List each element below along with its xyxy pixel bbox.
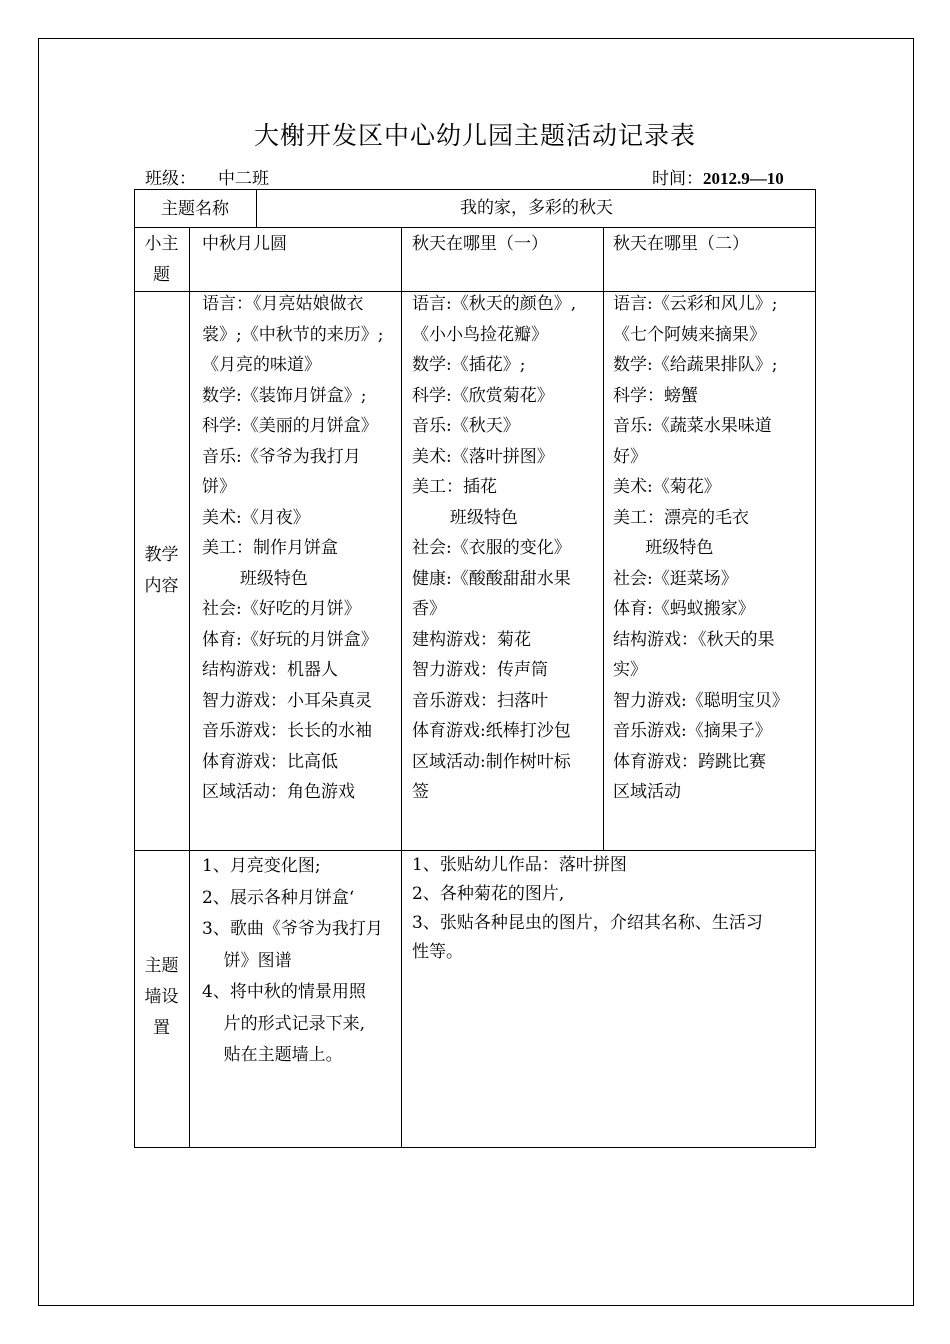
class-label: 班级： [145,169,196,189]
content-line: 3、张贴各种昆虫的图片，介绍其名称、生活习 [412,913,763,933]
content-col-2 [412,289,602,808]
content-line: 音乐游戏:《摘果子》 [613,721,772,741]
content-line: 结构游戏：机器人 [202,660,338,680]
content-line: 1、张贴幼儿作品：落叶拼图 [412,855,627,875]
content-line: 美工：制作月饼盒 [202,538,338,558]
wall-col-1 [202,851,400,1072]
label-line: 置 [153,1018,170,1038]
theme-name-label: 主题名称 [161,199,229,219]
content-line: 健康:《酸酸甜甜水果 [412,568,571,589]
sub-theme-3: 秋天在哪里（二） [613,234,749,254]
content-line: 区域活动：角色游戏 [202,782,355,802]
content-line: 好》 [613,446,647,467]
content-line: 美工：漂亮的毛衣 [613,507,749,528]
content-line: 音乐游戏：扫落叶 [412,690,548,711]
content-line: 建构游戏：菊花 [412,629,531,650]
content-col-1 [202,289,400,808]
content-line: 科学：螃蟹 [613,385,698,406]
content-line: 社会:《好吃的月饼》 [202,599,361,619]
content-line: 音乐:《秋天》 [412,416,520,436]
content-line: 数学:《装饰月饼盒》; [202,385,367,406]
content-line: 体育:《蚂蚁搬家》 [613,599,755,619]
content-line: 科学:《美丽的月饼盒》 [202,416,378,436]
content-line: 《小小鸟捡花瓣》 [412,324,548,345]
content-line: 数学:《插花》; [412,355,526,375]
content-line: 美术:《月夜》 [202,507,310,528]
class-value: 中二班 [218,169,269,189]
content-line: 裳》;《中秋节的来历》; [202,324,384,345]
label-line: 墙设 [144,987,179,1007]
label-line: 小主 [144,234,179,254]
content-line: 饼》 [202,477,236,497]
page-title: 大榭开发区中心幼儿园主题活动记录表 [253,121,696,150]
content-line: 签 [412,782,429,802]
theme-name-value: 我的家，多彩的秋天 [460,198,613,218]
content-line: 区域活动:制作树叶标 [412,751,571,772]
content-line: 饼》图谱 [202,950,292,971]
content-line: 片的形式记录下来, [202,1013,366,1034]
content-line: 实》 [613,660,647,680]
content-line: 美工：插花 [412,477,497,497]
content-line: 性等。 [412,942,463,962]
content-line: 体育游戏：跨跳比赛 [613,751,766,772]
label-line: 内容 [144,576,179,596]
content-col-3 [613,289,809,808]
content-line: 区域活动 [613,782,681,802]
content-line: 结构游戏：《秋天的果 [613,629,775,650]
content-line: 音乐游戏：长长的水袖 [202,721,372,741]
content-line: 2、各种菊花的图片, [412,884,565,904]
content-line: 贴在主题墙上。 [202,1045,343,1065]
sub-theme-label [134,229,189,291]
content-line: 班级特色 [202,568,308,589]
content-line: 语言:《秋天的颜色》, [412,294,577,314]
content-line: 3、歌曲《爷爷为我打月 [202,919,383,939]
content-line: 音乐:《蔬菜水果味道 [613,416,772,436]
table-rule [401,227,402,1148]
content-line: 《七个阿姨来摘果》 [613,324,766,345]
content-line: 体育游戏：比高低 [202,751,338,772]
table-rule [189,227,190,1148]
content-line: 数学:《给蔬果排队》; [613,355,778,375]
content-line: 体育游戏:纸棒打沙包 [412,721,571,741]
wall-label [134,951,189,1044]
content-line: 班级特色 [613,538,714,558]
content-line: 4、将中秋的情景用照 [202,982,366,1002]
table-rule [134,227,816,228]
table-rule [603,227,604,850]
time-value: 2012.9—10 [703,169,784,188]
content-line: 语言：《月亮姑娘做衣 [202,294,364,314]
content-line: 体育:《好玩的月饼盒》 [202,629,378,650]
content-line: 音乐:《爷爷为我打月 [202,446,361,467]
content-line: 科学:《欣赏菊花》 [412,385,554,406]
content-line: 语言:《云彩和风儿》; [613,294,778,314]
time-info [652,164,784,189]
content-line: 智力游戏：小耳朵真灵 [202,690,372,711]
label-line: 题 [153,265,170,285]
content-line: 美术:《菊花》 [613,477,721,497]
content-line: 1、月亮变化图; [202,856,321,876]
content-line: 班级特色 [412,507,518,528]
content-line: 美术:《落叶拼图》 [412,446,554,467]
content-label [134,540,189,602]
label-line: 教学 [144,545,179,565]
label-line: 主题 [144,956,179,976]
content-line: 香》 [412,599,446,619]
content-line: 智力游戏：传声筒 [412,660,548,680]
time-label: 时间： [652,169,703,189]
content-line: 智力游戏:《聪明宝贝》 [613,690,789,711]
content-line: 《月亮的味道》 [202,355,321,375]
content-line: 2、展示各种月饼盒‘ [202,887,355,908]
wall-col-2-3 [412,851,812,967]
sub-theme-2: 秋天在哪里（一） [412,234,548,254]
content-line: 社会:《逛菜场》 [613,568,738,589]
content-line: 社会:《衣服的变化》 [412,538,571,558]
sub-theme-1: 中秋月儿圆 [202,234,287,254]
class-info [145,164,269,189]
